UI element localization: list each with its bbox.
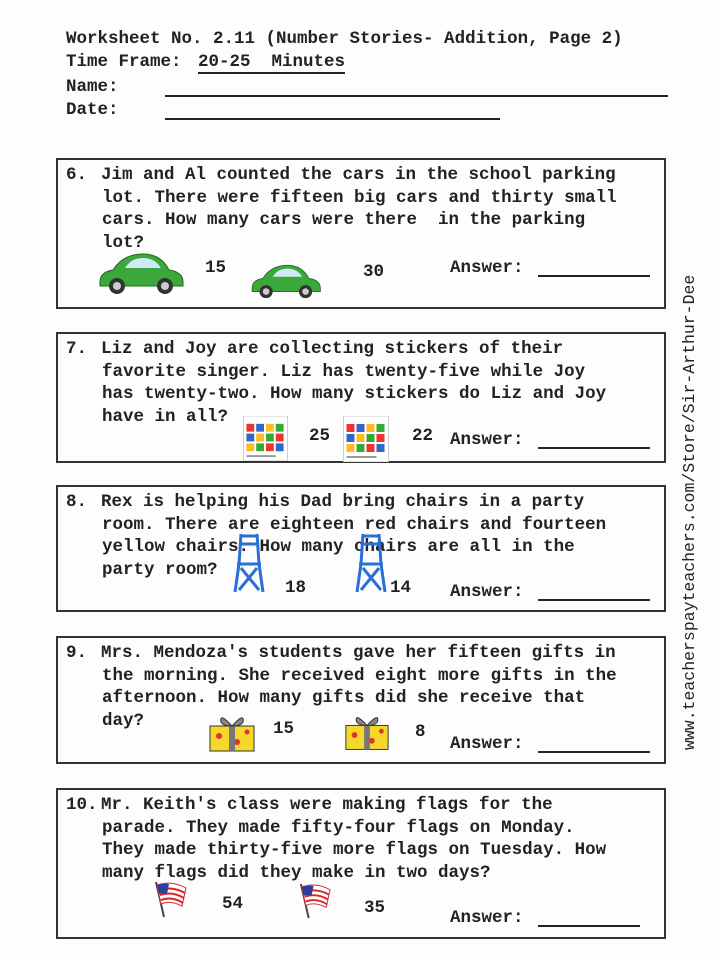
answer-field[interactable] (538, 275, 650, 277)
addend-a: 15 (273, 719, 295, 739)
problem-text-line: Mrs. Mendoza's students gave her fifteen gifts in (101, 643, 616, 663)
problem-text-line: afternoon. How many gifts did she receive that (102, 688, 586, 708)
addend-a: 15 (205, 258, 227, 278)
problem-text-line: has twenty-two. How many stickers do Liz and Joy (102, 384, 607, 404)
problem-text-line: lot? (102, 232, 145, 253)
flag-icon (297, 882, 334, 925)
gift-icon (207, 712, 257, 758)
answer-label: Answer: (450, 908, 524, 928)
problem-text-line: the morning. She received eight more gifts in the (102, 665, 617, 686)
problem-text-line: lot. There were fifteen big cars and thirty small (102, 187, 617, 208)
stickers-icon (243, 416, 288, 467)
problem-number: 7. (66, 339, 88, 359)
answer-label: Answer: (450, 258, 524, 278)
car-icon (95, 250, 185, 301)
chair-icon (233, 530, 265, 600)
answer-label: Answer: (450, 582, 524, 602)
problem-number: 9. (66, 643, 88, 663)
problem-text-line: yellow chairs. How many chairs are all in the (102, 537, 575, 557)
car-icon (248, 262, 322, 305)
addend-a: 18 (285, 578, 307, 598)
addend-b: 14 (390, 578, 412, 598)
answer-field[interactable] (538, 751, 650, 753)
addend-b: 22 (412, 426, 434, 446)
problem-text-line: day? (102, 710, 145, 731)
worksheet-title: Worksheet No. 2.11 (Number Stories- Addition, Page 2) (66, 29, 623, 49)
problem-text-line: favorite singer. Liz has twenty-five while Joy (102, 361, 586, 382)
answer-label: Answer: (450, 430, 524, 450)
addend-b: 30 (363, 262, 385, 282)
answer-field[interactable] (538, 599, 650, 601)
addend-b: 35 (364, 898, 386, 918)
chair-icon (355, 530, 387, 600)
addend-a: 25 (309, 426, 331, 446)
stickers-icon (343, 416, 389, 468)
addend-b: 8 (415, 722, 426, 742)
problem-text-line: Mr. Keith's class were making flags for the (101, 795, 553, 815)
problem-text-line: cars. How many cars were there in the parking (102, 210, 586, 230)
problem-text-line: have in all? (102, 406, 229, 427)
gift-icon (343, 712, 391, 756)
problem-text-line: room. There are eighteen red chairs and fourteen (102, 514, 607, 535)
date-field[interactable] (165, 118, 500, 120)
name-label: Name: (66, 77, 119, 97)
addend-a: 54 (222, 894, 244, 914)
answer-field[interactable] (538, 447, 650, 449)
time-frame-value: 20-25 Minutes (198, 52, 346, 72)
name-field[interactable] (165, 95, 668, 97)
watermark-url: www.teacherspayteachers.com/Store/Sir-Arthur-Dee (680, 274, 699, 750)
problem-text-line: parade. They made fifty-four flags on Monday. (102, 817, 575, 838)
problem-number: 10. (66, 795, 98, 815)
problem-text-line: Liz and Joy are collecting stickers of their (101, 339, 564, 359)
problem-text-line: many flags did they make in two days? (102, 862, 491, 883)
problem-number: 6. (66, 165, 88, 185)
answer-field[interactable] (538, 925, 640, 927)
problem-number: 8. (66, 492, 88, 512)
answer-label: Answer: (450, 734, 524, 754)
flag-icon (152, 880, 190, 924)
problem-text-line: party room? (102, 559, 218, 580)
problem-text-line: They made thirty-five more flags on Tuesday. How (102, 840, 607, 860)
problem-text-line: Jim and Al counted the cars in the school parking (101, 165, 616, 185)
time-frame-label: Time Frame: (66, 52, 182, 72)
problem-text-line: Rex is helping his Dad bring chairs in a party (101, 492, 585, 512)
date-label: Date: (66, 100, 119, 120)
